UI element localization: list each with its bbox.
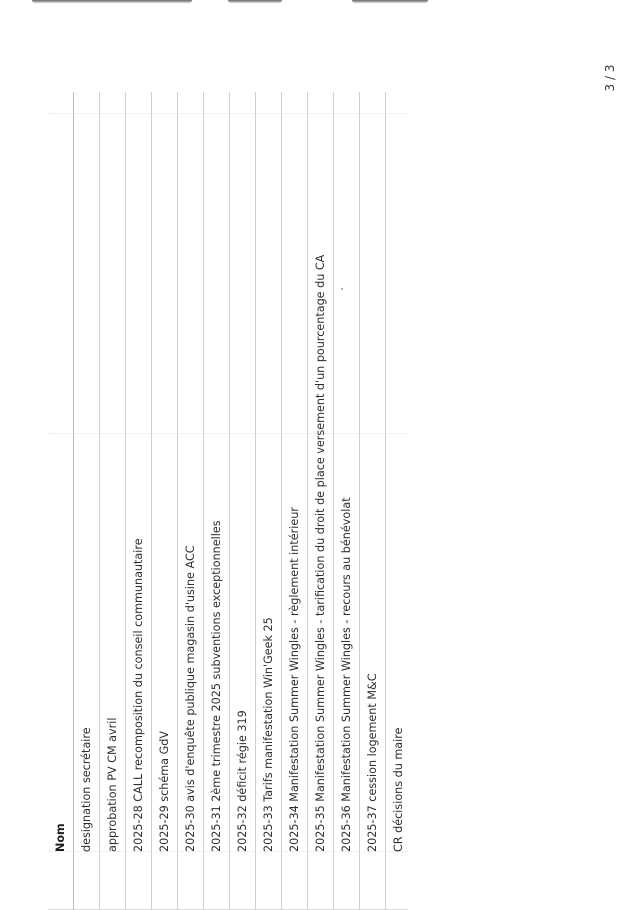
- agenda-item: 2025-29 schéma GdV: [158, 731, 171, 852]
- scan-mark: [32, 0, 192, 3]
- page-number: [600, 58, 620, 98]
- table-row: [282, 92, 308, 910]
- agenda-item: 2025-31 2ème trimestre 2025 subventions exceptionnelles: [210, 520, 223, 852]
- rotated-page-content: [48, 92, 408, 910]
- agenda-item: 2025-35 Manifestation Summer Wingles - tarification du droit de place versement d'un pourcentage du CA: [314, 254, 327, 852]
- agenda-item: 2025-37 cession logement M&C: [366, 673, 379, 852]
- agenda-table: [48, 92, 408, 910]
- agenda-item: 2025-28 CALL recomposition du conseil communautaire: [132, 538, 145, 852]
- agenda-item: 2025-36 Manifestation Summer Wingles - recours au bénévolat: [340, 497, 353, 852]
- agenda-item: approbation PV CM avril: [106, 717, 119, 852]
- table-row: [308, 92, 334, 910]
- table-row: [386, 92, 412, 910]
- agenda-item: 2025-32 déficit régie 319: [236, 710, 249, 852]
- agenda-item: 2025-30 avis d'enquête publique magasin d'usine ACC: [184, 545, 197, 852]
- table-row: [230, 92, 256, 910]
- table-row: [152, 92, 178, 910]
- table-row: [178, 92, 204, 910]
- scan-mark: [352, 0, 428, 3]
- table-row: [204, 92, 230, 910]
- column-header-nom: Nom: [54, 823, 67, 852]
- scan-speck: [341, 288, 343, 290]
- agenda-item: 2025-34 Manifestation Summer Wingles - règlement intérieur: [288, 507, 301, 852]
- agenda-item: CR décisions du maire: [392, 727, 405, 852]
- table-row: [360, 92, 386, 910]
- table-row: [74, 92, 100, 910]
- table-row: [126, 92, 152, 910]
- page-number-label: 3 / 3: [603, 64, 617, 92]
- scan-mark: [228, 0, 282, 3]
- table-row: [256, 92, 282, 910]
- agenda-item: 2025-33 Tarifs manifestation Win'Geek 25: [262, 617, 275, 852]
- agenda-item: designation secrétaire: [80, 727, 93, 852]
- table-row: [334, 92, 360, 910]
- scan-artifact-top: [0, 0, 644, 8]
- table-row: [100, 92, 126, 910]
- table-header-row: [48, 92, 74, 910]
